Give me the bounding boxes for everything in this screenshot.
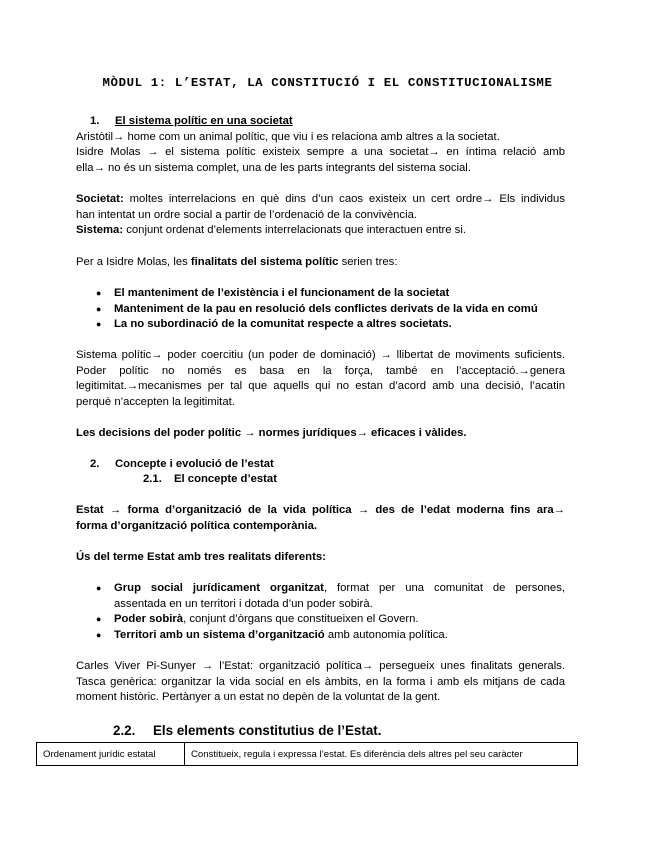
list-item-text: Manteniment de la pau en resolució dels conflictes derivats de la vida en comú	[114, 302, 538, 315]
table-cell-element: Ordenament jurídic estatal	[37, 743, 185, 766]
list-item	[96, 302, 565, 318]
realitat-continuation: assentada en un territori i dotada d’un poder sobirà.	[114, 597, 373, 610]
section-1-title: El sistema polític en una societat	[115, 115, 293, 127]
realitat-bold: Territori amb un sistema d’organització	[114, 628, 325, 641]
sistema-text: conjunt ordenat d’elements interrelacionats que interactuen entre si.	[123, 224, 466, 237]
section-2-1-heading	[143, 472, 277, 488]
sistema-line	[76, 223, 565, 239]
table-row	[37, 743, 578, 766]
paragraph-line: perquè n’accepten la legitimitat.	[76, 395, 235, 408]
societat-label: Societat:	[76, 193, 124, 205]
paragraph-line: Aristòtil→ home com un animal polític, que viu i es relaciona amb altres a la societat.	[76, 130, 500, 143]
paragraph-line: Sistema polític→ poder coercitiu (un poder de dominació) → llibertat de moviments suficients.	[76, 349, 565, 361]
realitat-line	[114, 581, 565, 597]
viver-paragraph	[76, 659, 565, 706]
bullet-dot-icon: ●	[96, 583, 102, 593]
paragraph-line: Estat → forma d’organització de la vida política → des de l’edat moderna fins ara→	[76, 504, 565, 516]
estat-definition	[76, 503, 565, 534]
section-2-2-title: Els elements constitutius de l’Estat.	[153, 723, 382, 738]
list-item	[96, 317, 565, 333]
bullet-dot-icon: ●	[96, 629, 102, 640]
realitats-list	[96, 581, 565, 643]
societat-text: moltes interrelacions en què dins d’un caos existeix un cert ordre→ Els individus	[123, 193, 565, 205]
paragraph-line: ella→ no és un sistema complet, una de les parts integrants del sistema social.	[76, 161, 471, 174]
us-terme-line: Ús del terme Estat amb tres realitats diferents:	[76, 551, 326, 563]
bullet-dot-icon: ●	[96, 614, 102, 625]
finalitats-intro	[76, 255, 565, 271]
table-cell-description: Constitueix, regula i expressa l’estat. Es diferència dels altres pel seu caràcter	[185, 743, 578, 766]
realitat-text: amb autonomia política.	[324, 628, 448, 641]
list-item	[96, 286, 565, 302]
page-title: MÒDUL 1: L’ESTAT, LA CONSTITUCIÓ I EL CONSTITUCIONALISME	[102, 76, 553, 90]
realitat-bold: Poder sobirà	[114, 613, 184, 626]
section-2-number: 2.	[90, 458, 100, 470]
paragraph-line: legitimitat.→mecanismes per tal que aquells qui no estan d’acord amb una decisió, l’acatin	[76, 380, 565, 393]
decisions-line: Les decisions del poder polític → normes jurídiques→ eficaces i vàlides.	[76, 427, 467, 439]
section-2-title-line	[76, 457, 565, 473]
realitat-bold: Grup social jurídicament organitzat	[114, 582, 324, 594]
bullet-dot-icon: ●	[96, 288, 102, 298]
list-item	[96, 628, 565, 644]
section-2-title: Concepte i evolució de l’estat	[115, 458, 274, 470]
list-item	[96, 581, 565, 612]
paragraph-line: Tasca genèrica: organitzar la vida social en els àmbits, en la forma i amb els mitjans de cada	[76, 675, 565, 688]
realitat-text: , conjunt d’òrgans que constitueixen el Govern.	[183, 613, 419, 626]
bullet-dot-icon: ●	[96, 303, 102, 314]
paragraph-line: forma d’organització política contemporània.	[76, 519, 318, 532]
finalitats-suffix: serien tres:	[338, 256, 398, 268]
list-item	[96, 612, 565, 628]
finalitats-list	[96, 286, 565, 333]
poder-paragraph	[76, 348, 565, 410]
section-2-heading	[76, 457, 565, 473]
finalitats-bold: finalitats del sistema polític	[190, 256, 339, 268]
section-2-2-number: 2.2.	[113, 723, 136, 738]
paragraph-line: Isidre Molas → el sistema polític existeix sempre a una societat→ en íntima relació amb	[76, 146, 565, 159]
section-1-number: 1.	[90, 115, 100, 127]
list-item-text: La no subordinació de la comunitat respecte a altres societats.	[114, 318, 452, 331]
bullet-dot-icon: ●	[96, 319, 102, 330]
paragraph-line: moment històric. Pertànyer a un estat no depèn de la voluntat de la gent.	[76, 691, 441, 704]
paragraph-line: Carles Viver Pi-Sunyer → l’Estat: organització política→ persegueix unes finalitats generals.	[76, 660, 565, 672]
decisions-paragraph	[76, 426, 565, 442]
section-2-1-number: 2.1.	[143, 473, 162, 485]
finalitats-prefix: Per a Isidre Molas, les	[76, 256, 191, 268]
section-2-2-heading	[113, 723, 381, 738]
sistema-label: Sistema:	[76, 224, 124, 237]
list-item-text: El manteniment de l’existència i el funcionament de la societat	[114, 287, 450, 299]
societat-line	[76, 192, 565, 208]
elements-table	[36, 742, 578, 766]
us-terme	[76, 550, 565, 566]
definitions-paragraph	[76, 192, 565, 239]
section-1	[76, 114, 565, 176]
paragraph-line: Poder polític no només es basa en la força, també en l’acceptació.→genera	[76, 364, 565, 377]
realitat-text: , format per una comunitat de persones,	[323, 582, 565, 594]
paragraph-line: han intentat un ordre social a partir de l’ordenació de la convivència.	[76, 208, 417, 221]
section-1-heading	[76, 114, 565, 130]
section-2-1-title: El concepte d’estat	[174, 473, 277, 485]
finalitats-line	[76, 255, 565, 271]
